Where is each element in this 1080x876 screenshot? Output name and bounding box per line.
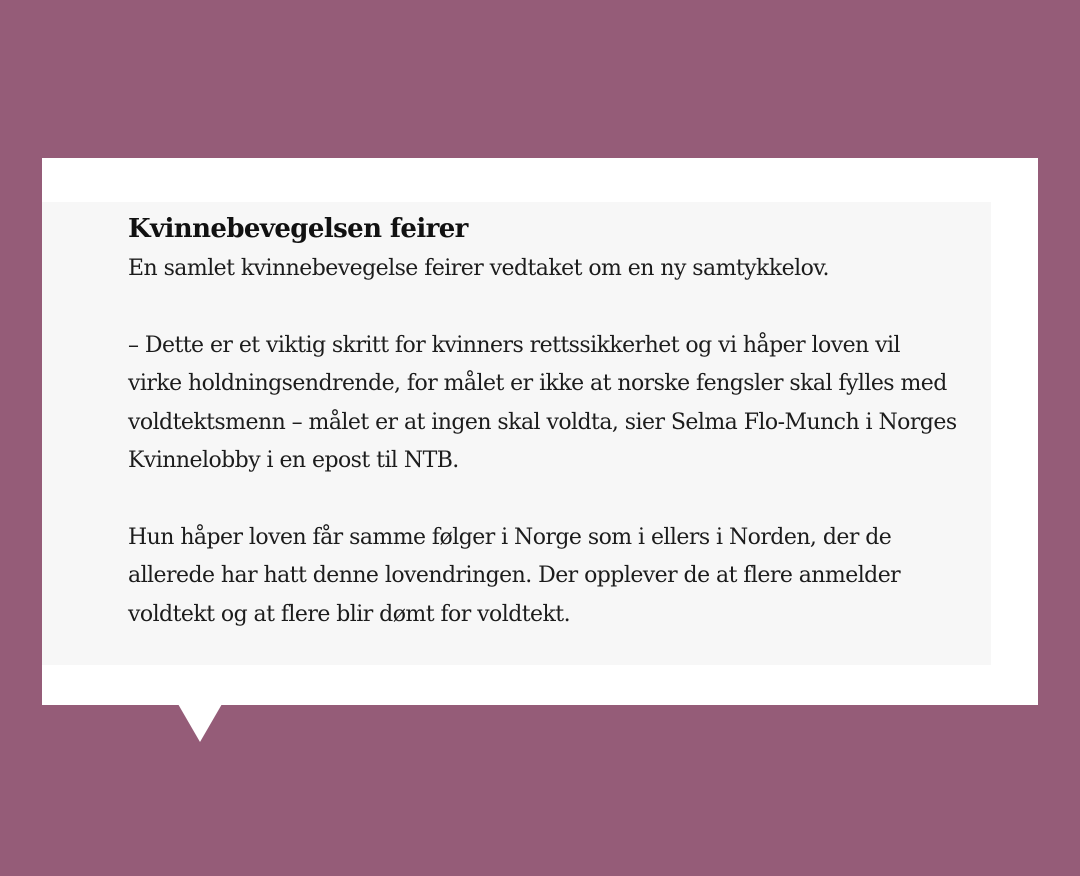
paragraph-spacer: [128, 289, 958, 327]
article-paragraph-quote: – Dette er et viktig skritt for kvinners rettssikkerhet og vi håper loven vil virke holdningsendrende, for målet er ikke at norske fengsler skal fylles med voldtektsmenn – målet er at ingen skal voldta, sier Selma Flo-Munch i Norges Kvinnelobby i en epost til NTB.: [128, 332, 957, 473]
article-panel: [42, 202, 991, 665]
speech-bubble-tail: [178, 704, 222, 742]
article-heading: Kvinnebevegelsen feirer: [128, 214, 468, 244]
article-paragraph-intro: En samlet kvinnebevegelse feirer vedtaket om en ny samtykkelov.: [128, 256, 829, 281]
speech-bubble: [42, 158, 1038, 705]
paragraph-spacer: [128, 481, 958, 519]
article-content: [128, 212, 958, 634]
article-paragraph-closing: Hun håper loven får samme følger i Norge som i ellers i Norden, der de allerede har hatt denne lovendringen. Der opplever de at flere anmelder voldtekt og at flere blir dømt for voldtekt.: [128, 524, 901, 627]
